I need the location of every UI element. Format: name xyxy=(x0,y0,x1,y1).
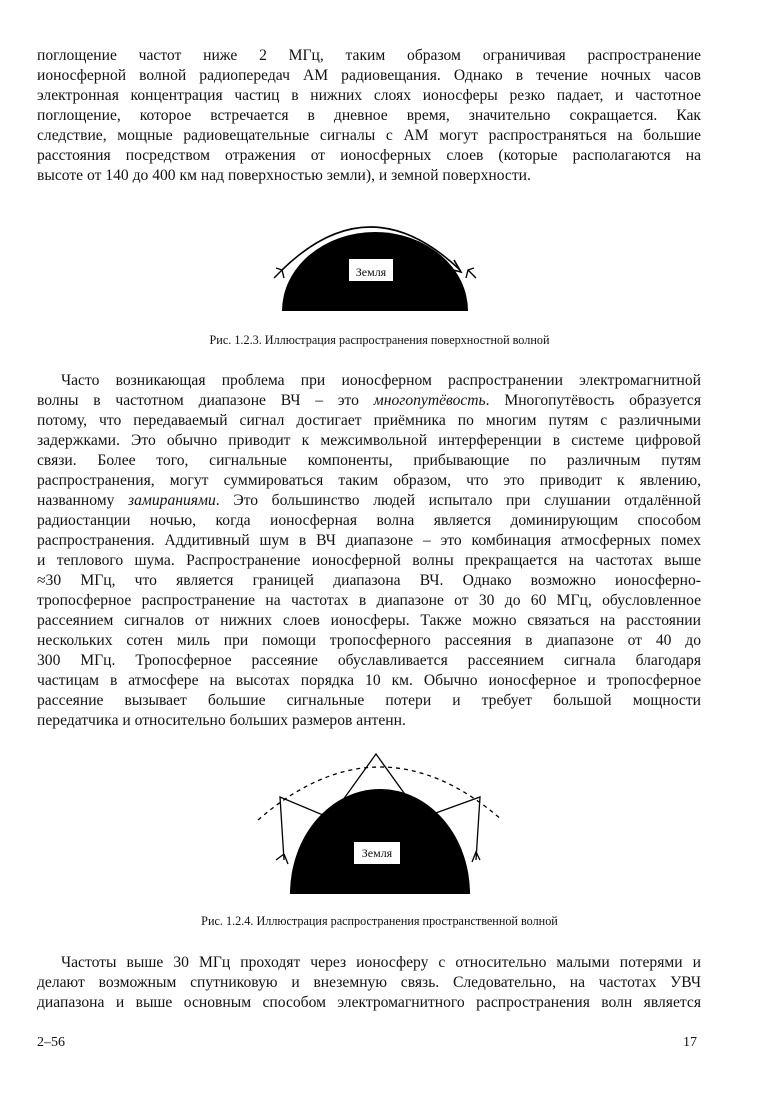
text-line: поглощение, которое встречается в дневное время, значительно сокращается. Как xyxy=(37,107,701,124)
paragraph-1 xyxy=(37,46,701,186)
text-line: 300 МГц. Тропосферное рассеяние обуславливается рассеянием сигнала благодаря xyxy=(37,652,701,669)
term-multipath: многопутёвость xyxy=(373,392,486,409)
text-line: тропосферное распространение на частотах в диапазоне от 30 до 60 МГц, обусловленное xyxy=(37,592,701,609)
paragraph-2 xyxy=(37,371,701,731)
text-line: поглощение частот ниже 2 МГц, таким образом ограничивая распространение xyxy=(37,47,701,64)
text-line: Частоты выше 30 МГц проходят через ионосферу с относительно малыми потерями и xyxy=(61,954,701,971)
earth-label-1: Земля xyxy=(355,265,387,279)
text-line: Часто возникающая проблема при ионосферном распространении электромагнитной xyxy=(61,372,701,389)
text-line: рассеянием сигналов от нижних слоев ионосферы. Также можно связаться на расстоянии xyxy=(37,612,701,629)
paragraph-3 xyxy=(37,953,701,1013)
text-line: высоте от 140 до 400 км над поверхностью земли), и земной поверхности. xyxy=(37,167,531,184)
text-line: связи. Более того, сигнальные компоненты, прибывающие по различным путям xyxy=(37,452,701,469)
text-line: электронная концентрация частиц в нижних слоях ионосферы резко падает, и частотное xyxy=(37,87,701,104)
text-line: радиостанции ночью, когда ионосферная волна является доминирующим способом xyxy=(37,512,701,529)
figure-1-caption: Рис. 1.2.3. Иллюстрация распространения поверхностной волной xyxy=(209,333,550,347)
transmitter-antenna-icon xyxy=(274,268,284,278)
figure-2-caption: Рис. 1.2.4. Иллюстрация распространения пространственной волной xyxy=(201,914,558,928)
text-line: задержками. Это обычно приводит к межсимвольной интерференции в системе цифровой xyxy=(37,432,701,449)
earth-label-2: Земля xyxy=(361,846,393,860)
text-line: следствие, мощные радиовещательные сигналы с АМ могут распространяться на большие xyxy=(37,127,701,144)
text-line: частицам в атмосфере на высотах порядка 10 км. Обычно ионосферное и тропосферное xyxy=(37,672,701,689)
text-line: рассеяние вызывает большие сигнальные потери и требует большой мощности xyxy=(37,692,701,709)
text-line: ионосферной волной радиопередач АМ радиовещания. Однако в течение ночных часов xyxy=(37,67,701,84)
receiver-antenna-icon xyxy=(466,268,476,278)
text-line: распространения. Аддитивный шум в ВЧ диапазоне – это комбинация атмосферных помех xyxy=(37,532,701,549)
text-line: ≈30 МГц, что является границей диапазона ВЧ. Однако возможно ионосферно- xyxy=(37,572,701,589)
text-line: потому, что передаваемый сигнал достигает приёмника по многим путям с различными xyxy=(37,412,701,429)
text-line: названному замираниями. Это большинство людей испытало при слушании отдалённой xyxy=(37,492,701,509)
text-line: распространения, могут суммироваться таким образом, что это приводит к явлению, xyxy=(37,472,701,489)
text-line: нескольких сотен миль при помощи тропосферного рассеяния в диапазоне от 40 до xyxy=(37,632,701,649)
text-line: волны в частотном диапазоне ВЧ – это многопутёвость. Многопутёвость образуется xyxy=(37,392,701,409)
text-line: делают возможным спутниковую и внеземную связь. Следовательно, на частотах УВЧ xyxy=(37,974,701,991)
page-number: 17 xyxy=(683,1035,697,1050)
text-line: расстояния посредством отражения от ионосферных слоев (которые располагаются на xyxy=(37,147,701,164)
page-code: 2–56 xyxy=(37,1035,65,1050)
sky-wave-figure xyxy=(250,742,510,897)
text-line: диапазона и выше основным способом электромагнитного распространения волн является xyxy=(37,994,701,1011)
text-line: передатчика и относительно больших размеров антенн. xyxy=(37,712,406,729)
text-line: и теплового шума. Распространение ионосферной волны прекращается на частотах выше xyxy=(37,552,701,569)
term-fading: замираниями xyxy=(128,492,216,509)
